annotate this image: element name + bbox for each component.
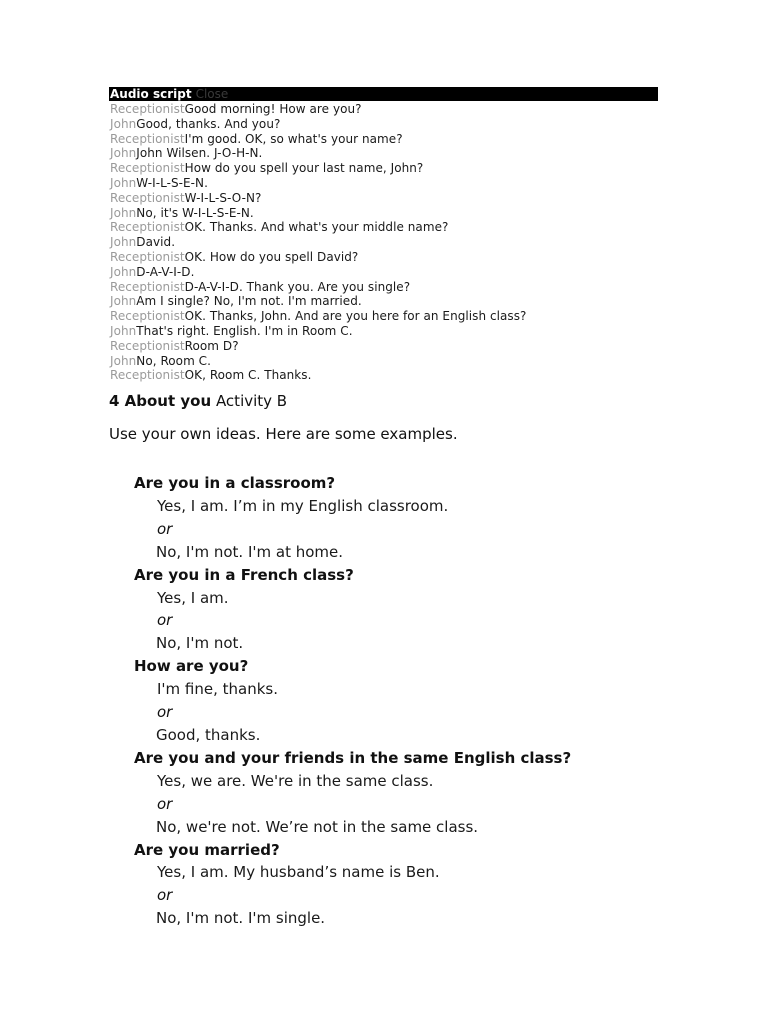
- script-line: [110, 132, 670, 147]
- script-line: [110, 324, 670, 339]
- script-line: [110, 146, 670, 161]
- line-text: John Wilsen. J-O-H-N.: [136, 146, 263, 161]
- activity-title: 4 About you: [109, 392, 212, 410]
- example-answers: [0, 472, 768, 930]
- script-line: [110, 161, 670, 176]
- question: How are you?: [134, 657, 249, 676]
- script-line: [110, 309, 670, 324]
- answer-yes: I'm fine, thanks.: [157, 680, 279, 699]
- script-line: [110, 250, 670, 265]
- or-label: or: [157, 519, 173, 538]
- script-line: [110, 235, 670, 250]
- question: Are you married?: [134, 840, 280, 859]
- speaker-label: Receptionist: [110, 102, 185, 116]
- speaker-label: Receptionist: [110, 309, 185, 324]
- speaker-label: Receptionist: [110, 220, 185, 235]
- audio-script-transcript: [110, 102, 670, 383]
- line-text: Good, thanks. And you?: [136, 116, 281, 131]
- speaker-label: John: [110, 116, 137, 131]
- line-text: Good morning! How are you?: [184, 102, 362, 116]
- line-text: OK. How do you spell David?: [184, 249, 359, 264]
- line-text: No, Room C.: [136, 353, 211, 368]
- script-line: [110, 176, 670, 191]
- script-line: [110, 206, 670, 221]
- speaker-label: John: [110, 323, 137, 338]
- line-text: D-A-V-I-D. Thank you. Are you single?: [184, 279, 411, 294]
- line-text: OK. Thanks. And what's your middle name?: [184, 220, 449, 235]
- script-line: [110, 102, 670, 117]
- speaker-label: John: [110, 264, 137, 279]
- speaker-label: Receptionist: [110, 131, 185, 146]
- line-text: Am I single? No, I'm not. I'm married.: [136, 294, 362, 309]
- speaker-label: Receptionist: [110, 161, 185, 176]
- speaker-label: Receptionist: [110, 338, 185, 353]
- or-label: or: [157, 794, 173, 813]
- line-text: That's right. English. I'm in Room C.: [136, 323, 353, 338]
- answer-no: No, I'm not.: [156, 634, 244, 653]
- speaker-label: Receptionist: [110, 279, 185, 294]
- script-line: [110, 294, 670, 309]
- speaker-label: John: [110, 205, 137, 220]
- script-line: [110, 191, 670, 206]
- question: Are you in a French class?: [134, 565, 354, 584]
- line-text: Room D?: [184, 338, 239, 353]
- activity-heading: [109, 391, 287, 411]
- script-line: [110, 265, 670, 280]
- question: Are you and your friends in the same English class?: [134, 748, 572, 767]
- line-text: I'm good. OK, so what's your name?: [184, 131, 403, 146]
- line-text: How do you spell your last name, John?: [184, 161, 424, 176]
- answer-yes: Yes, I am. I’m in my English classroom.: [157, 496, 449, 515]
- speaker-label: John: [110, 235, 137, 250]
- script-line: [110, 368, 670, 383]
- or-label: or: [157, 611, 173, 630]
- answer-no: No, I'm not. I'm single.: [156, 909, 326, 928]
- audio-script-header: [109, 87, 658, 101]
- answer-yes: Yes, I am. My husband’s name is Ben.: [157, 863, 440, 882]
- answer-no: Good, thanks.: [156, 725, 261, 744]
- question: Are you in a classroom?: [134, 474, 336, 492]
- answer-no: No, I'm not. I'm at home.: [156, 542, 344, 561]
- script-line: [110, 354, 670, 369]
- line-text: D-A-V-I-D.: [136, 264, 195, 279]
- activity-subtitle: Activity B: [215, 392, 288, 410]
- answer-yes: Yes, I am.: [157, 588, 229, 607]
- or-label: or: [157, 703, 173, 722]
- speaker-label: John: [110, 175, 137, 190]
- answer-no: No, we're not. We’re not in the same class.: [156, 817, 479, 836]
- script-line: [110, 117, 670, 132]
- line-text: W-I-L-S-O-N?: [184, 190, 262, 205]
- speaker-label: John: [110, 294, 137, 309]
- speaker-label: Receptionist: [110, 249, 185, 264]
- speaker-label: Receptionist: [110, 368, 185, 383]
- script-line: [110, 339, 670, 354]
- line-text: OK. Thanks, John. And are you here for an English class?: [184, 309, 527, 324]
- script-line: [110, 220, 670, 235]
- line-text: W-I-L-S-E-N.: [136, 175, 208, 190]
- speaker-label: John: [110, 353, 137, 368]
- close-button[interactable]: Close: [195, 87, 229, 101]
- script-line: [110, 280, 670, 295]
- speaker-label: Receptionist: [110, 190, 185, 205]
- line-text: No, it's W-I-L-S-E-N.: [136, 205, 254, 220]
- activity-instructions: Use your own ideas. Here are some examples.: [109, 425, 458, 443]
- or-label: or: [157, 886, 173, 905]
- line-text: David.: [136, 235, 176, 250]
- answer-yes: Yes, we are. We're in the same class.: [157, 771, 434, 790]
- audio-script-title: Audio script: [110, 87, 192, 101]
- speaker-label: John: [110, 146, 137, 161]
- line-text: OK, Room C. Thanks.: [184, 368, 312, 383]
